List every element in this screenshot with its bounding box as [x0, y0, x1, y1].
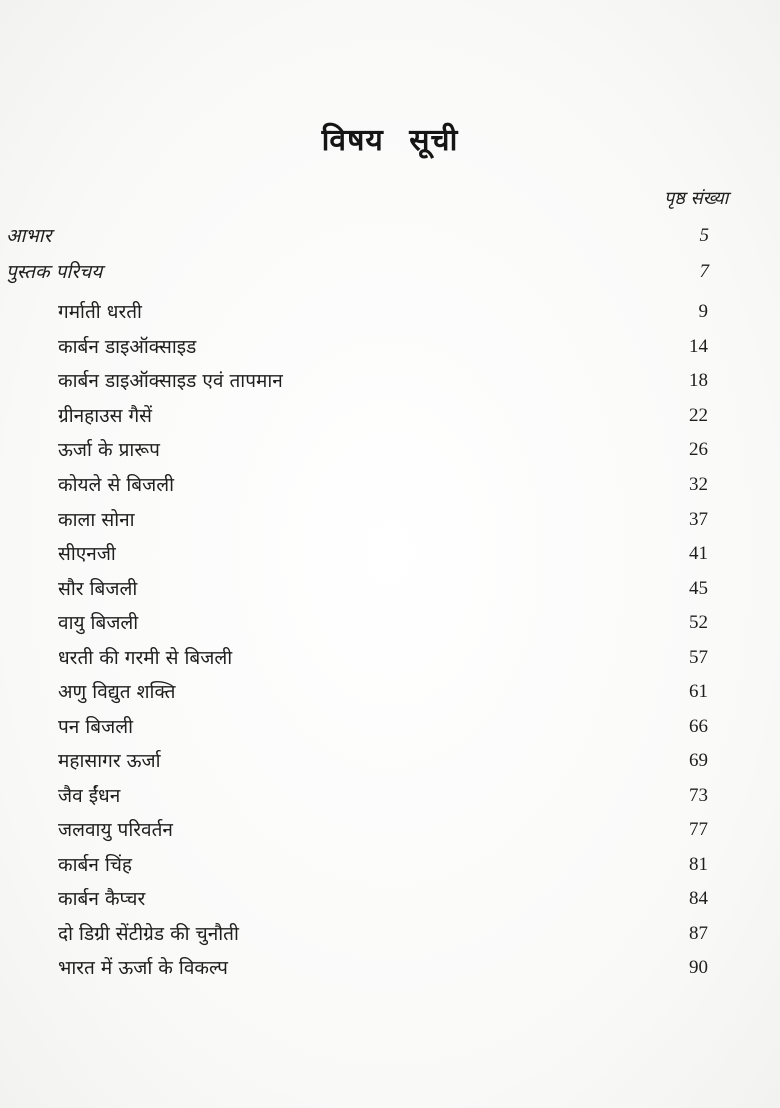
toc-entry-label: ग्रीनहाउस गैसें	[58, 405, 153, 427]
toc-entry-page: 26	[689, 439, 708, 460]
toc-entry-label: दो डिग्री सेंटीग्रेड की चुनौती	[58, 923, 239, 945]
toc-entry	[0, 471, 780, 505]
toc-entry-page: 57	[689, 647, 708, 668]
toc-entry-page: 7	[699, 261, 709, 282]
toc-entry	[0, 747, 780, 781]
toc-entry-label: वायु बिजली	[58, 612, 139, 634]
page-title: विषय सूची	[321, 123, 459, 158]
toc-entry-label: पन बिजली	[58, 716, 134, 738]
toc-entry-label: सीएनजी	[58, 543, 116, 565]
toc-entry	[0, 954, 780, 988]
toc-entry-label: आभार	[6, 225, 52, 247]
toc-entry-label: अणु विद्युत शक्ति	[58, 681, 176, 703]
toc-entry-page: 14	[689, 336, 708, 357]
toc-entry-page: 87	[689, 923, 708, 944]
toc-entry-page: 73	[689, 785, 708, 806]
toc-entry-label: गर्माती धरती	[58, 301, 142, 323]
toc-entry-page: 52	[689, 612, 708, 633]
toc-entry	[0, 713, 780, 747]
toc-entry-page: 5	[699, 225, 709, 246]
toc-entry-label: कार्बन डाइऑक्साइड एवं तापमान	[58, 370, 283, 392]
toc-entry	[0, 298, 780, 332]
toc-entry	[0, 367, 780, 401]
toc-entry-page: 90	[689, 957, 708, 978]
toc-entry-page: 69	[689, 750, 708, 771]
toc-entry-label: काला सोना	[58, 509, 135, 531]
toc-entry	[0, 920, 780, 954]
toc-entry-page: 41	[689, 543, 708, 564]
toc-entry-page: 45	[689, 578, 708, 599]
toc-entry	[0, 678, 780, 712]
toc-entry	[0, 402, 780, 436]
toc-entry-label: भारत में ऊर्जा के विकल्प	[58, 957, 228, 979]
toc-entry	[0, 575, 780, 609]
toc-entry-page: 18	[689, 370, 708, 391]
toc-entry-page: 61	[689, 681, 708, 702]
toc-entry-page: 37	[689, 509, 708, 530]
toc-entry-label: कार्बन चिंह	[58, 854, 133, 876]
toc-entry-label: महासागर ऊर्जा	[58, 750, 161, 772]
toc-entry-page: 66	[689, 716, 708, 737]
toc-entry-page: 9	[698, 301, 708, 322]
toc-entry-page: 77	[689, 819, 708, 840]
toc-entry	[0, 333, 780, 367]
toc-entry-front-matter	[0, 258, 780, 292]
toc-entry	[0, 644, 780, 678]
toc-entry-page: 22	[689, 405, 708, 426]
toc-entry-label: जैव ईंधन	[58, 785, 121, 807]
toc-entry-label: कार्बन डाइऑक्साइड	[58, 336, 197, 358]
toc-entry	[0, 609, 780, 643]
toc-entry-label: सौर बिजली	[58, 578, 138, 600]
toc-entry-label: पुस्तक परिचय	[6, 261, 103, 283]
toc-entry-label: कार्बन कैप्चर	[58, 888, 146, 910]
toc-entry	[0, 782, 780, 816]
toc-entry	[0, 851, 780, 885]
toc-entry-page: 81	[689, 854, 708, 875]
page-number-column-header: पृष्ठ संख्या	[664, 188, 729, 209]
toc-entry-page: 84	[689, 888, 708, 909]
toc-entry-label: धरती की गरमी से बिजली	[58, 647, 233, 669]
toc-entry	[0, 506, 780, 540]
toc-entry-label: जलवायु परिवर्तन	[58, 819, 173, 841]
toc-entry	[0, 540, 780, 574]
toc-entry-page: 32	[689, 474, 708, 495]
toc-entry	[0, 436, 780, 470]
toc-entry-label: कोयले से बिजली	[58, 474, 175, 496]
toc-entry	[0, 885, 780, 919]
toc-entry-label: ऊर्जा के प्रारूप	[58, 439, 160, 461]
toc-entry	[0, 816, 780, 850]
toc-entry-front-matter	[0, 222, 780, 256]
